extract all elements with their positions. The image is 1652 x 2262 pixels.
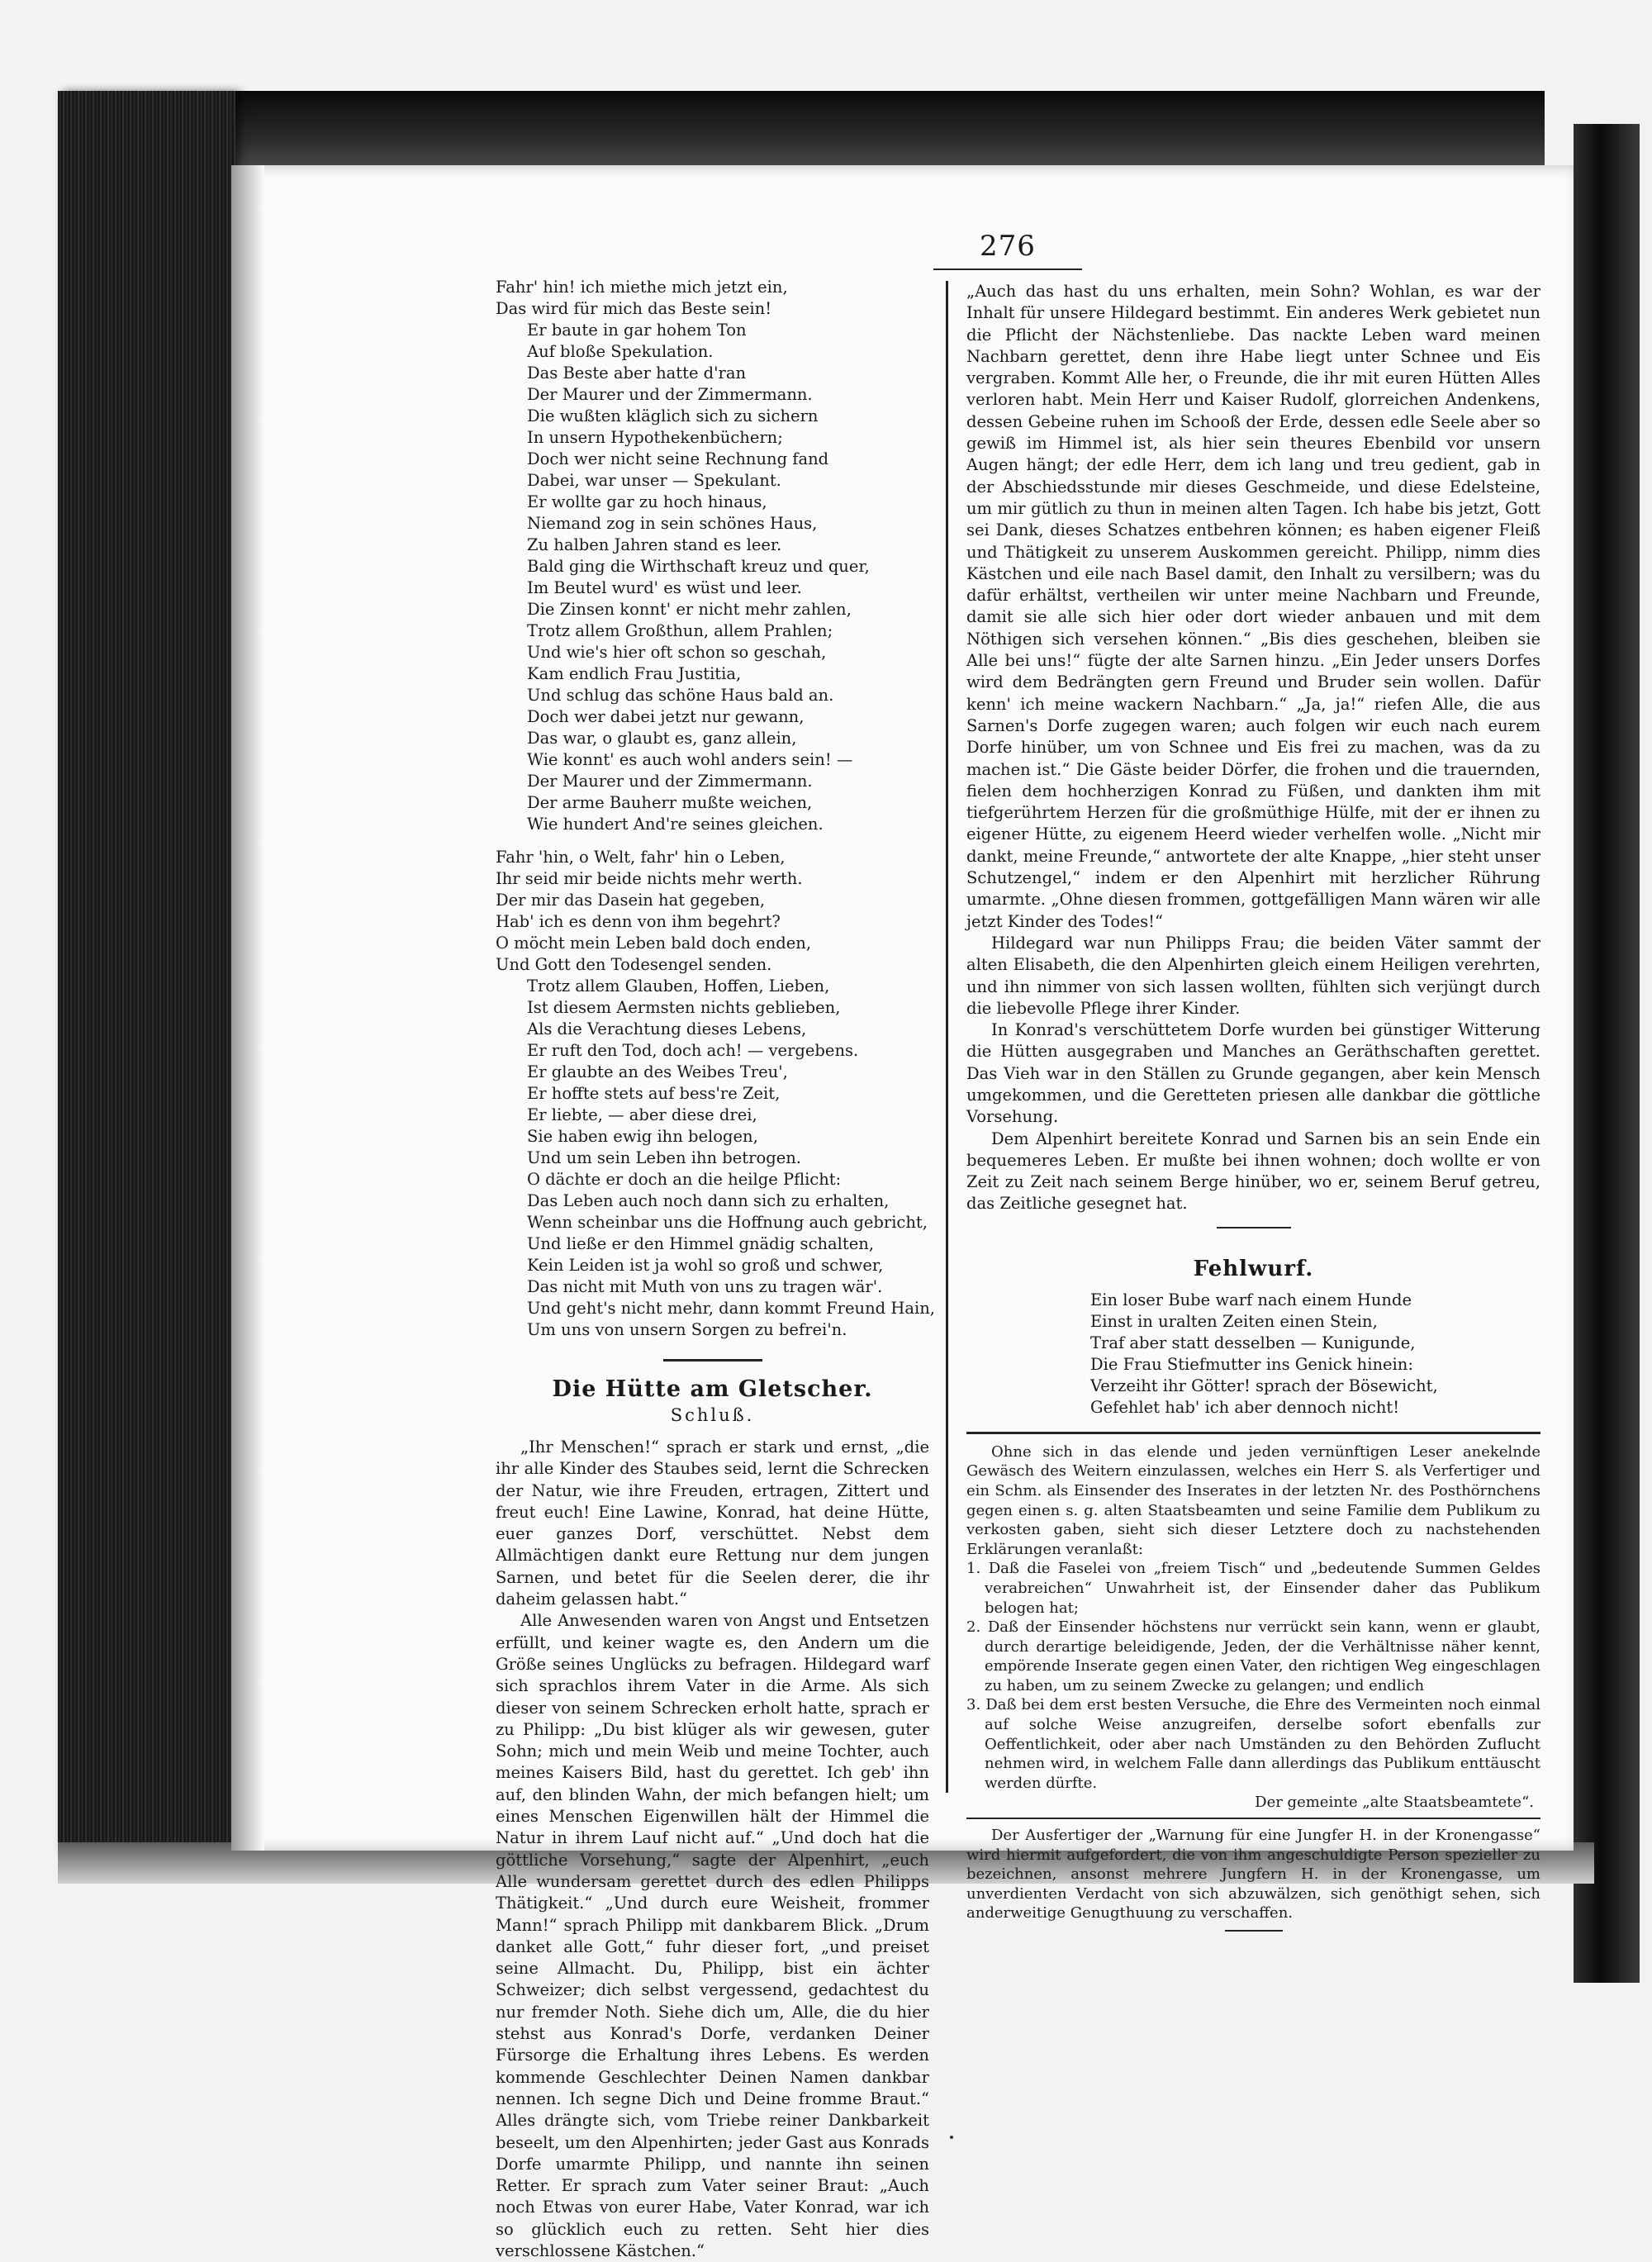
story-paragraph: Dem Alpenhirt bereitete Konrad und Sarnen bis an sein Ende ein bequemeres Leben. Er mußte bei ihnen wohnen; doch wollte er von Zeit zu Zeit nach seinem Berge hinüber, wo er, seinem Beruf getreu, das Zeitliche gesegnet hat. (966, 1129, 1540, 1214)
poem-line: Auf bloße Spekulation. (527, 342, 714, 361)
poem-line: Das Leben auch noch dann sich zu erhalten, (527, 1191, 890, 1210)
poem-line: Sie haben ewig ihn belogen, (527, 1127, 758, 1146)
page-number-rule (933, 268, 1082, 270)
poem-line: Um uns von unsern Sorgen zu befrei'n. (527, 1320, 847, 1339)
poem-line: Fahr' hin! ich miethe mich jetzt ein, (496, 278, 788, 297)
poem-stanza-2 (496, 847, 935, 1341)
story-title: Die Hütte am Gletscher. (552, 1376, 873, 1402)
poem-line: Fahr 'hin, o Welt, fahr' hin o Leben, (496, 848, 786, 867)
epigram-line: Gefehlet hab' ich aber dennoch nicht! (1090, 1397, 1400, 1417)
poem-line: Der mir das Dasein hat gegeben, (496, 891, 766, 910)
story-text (496, 1437, 929, 2262)
notice-intro: Ohne sich in das elende und jeden vernünftigen Leser anekelnde Gewäsch des Weitern einzulassen, welches ein Herr S. als Verfertiger und ein Schm. als Einsender des Inserates in der letzten Nr. des Posthörnchens gegen einen s. g. alten Staatsbeamten und seine Familie dem Publikum zu verkosten gaben, sieht sich dieser Letztere doch zu nachstehenden Erklärungen veranlaßt: (966, 1442, 1540, 1558)
epigram-line: Ein loser Bube warf nach einem Hunde (1090, 1290, 1412, 1309)
epigram-line: Traf aber statt desselben — Kunigunde, (1090, 1333, 1416, 1352)
page-number: 276 (980, 230, 1036, 263)
poem-line: Kein Leiden ist ja wohl so groß und schwer, (527, 1256, 884, 1275)
notice-divider (966, 1818, 1540, 1819)
poem-line: Als die Verachtung dieses Lebens, (527, 1019, 807, 1038)
poem-line: Der arme Bauherr mußte weichen, (527, 793, 813, 812)
poem-line: Er glaubte an des Weibes Treu', (527, 1062, 788, 1081)
book-page-edges (58, 91, 235, 1851)
column-divider (946, 281, 948, 1793)
notice-second: Der Ausfertiger der „Warnung für eine Jungfer H. in der Kronengasse“ wird hiermit aufgefordert, die von ihm angeschuldigte Person spezieller zu bezeichnen, ansonst mehrere Jungfern H. in der Kronengasse, um unverdienten Verdacht von sich abzuwälzen, sich genöthigt sehen, sich anderweitige Genugthuung zu verschaffen. (966, 1827, 1540, 1922)
poem-stanza-1 (496, 277, 929, 835)
poem-line: Dabei, war unser — Spekulant. (527, 471, 781, 490)
right-column (966, 281, 1540, 1932)
poem-line: Die wußten kläglich sich zu sichern (527, 406, 819, 425)
poem-line: O dächte er doch an die heilge Pflicht: (527, 1170, 842, 1189)
notice-divider (966, 1432, 1540, 1434)
poem-line: Hab' ich es denn von ihm begehrt? (496, 912, 781, 931)
poem-line: Das Beste aber hatte d'ran (527, 364, 747, 383)
section-divider (1217, 1227, 1291, 1228)
poem-line: Ist diesem Aermsten nichts geblieben, (527, 998, 841, 1017)
story-paragraph: „Auch das hast du uns erhalten, mein Sohn? Wohlan, es war der Inhalt für unsere Hildegard bestimmt. Ein anderes Werk gebietet nun die Pflicht der Nächstenliebe. Das nackte Leben ward meinen Nachbarn gerettet, denn ihre Habe liegt unter Schnee und Eis vergraben. Kommt Alle her, o Freunde, die ihr mit euren Hütten Alles verloren habt. Mein Herr und Kaiser Rudolf, glorreichen Andenkens, dessen Gebeine ruhen im Schooß der Erde, dessen edle Seele aber so gewiß im Himmel ist, als hier sein theures Ebenbild vor unsern Augen hängt; der edle Herr, dem ich lang und treu gedient, gab in der Abschiedsstunde mir dieses Geschmeide, und diese Edelsteine, um mir gütlich zu thun in meinen alten Tagen. Ich habe bis jetzt, Gott sei Dank, dieses Schatzes entbehren können; es haben eigener Fleiß und Thätigkeit zu unserem Auskommen gereicht. Philipp, nimm dies Kästchen und eile nach Basel damit, den Inhalt zu versilbern; was du dafür erhältst, vertheilen wir unter meine Nachbarn und Freunde, damit sie alle sich hier oder dort wieder anbauen und mit dem Nöthigen sich versehen können.“ „Bis dies geschehen, bleiben sie Alle bei uns!“ fügte der alte Sarnen hinzu. „Ein Jeder unsers Dorfes wird dem Bedrängten gern Freund und Bruder sein wollen. Dafür kenn' ich meine wackern Nachbarn.“ „Ja, ja!“ riefen Alle, die aus Sarnen's Dorfe zugegen waren; auch folgen wir euch nach eurem Dorfe hinüber, um von Schnee und Eis frei zu machen, was da zu machen ist.“ Die Gäste beider Dörfer, die frohen und die trauernden, fielen dem hochherzigen Konrad zu Füßen, und dankten ihm mit tiefgerührtem Herzen für die großmüthige Hülfe, mit der er ihnen zu eigener Hütte, zu eigenem Heerd wieder verhelfen wolle. „Nicht mir dankt, meine Freunde,“ antwortete der alte Knappe, „hier steht unser Schutzengel,“ indem er den Alpenhirt mit herzlicher Rührung umarmte. „Ohne diesen frommen, gottgefälligen Mann wären wir alle jetzt Kinder des Todes!“ (966, 282, 1540, 931)
page-gutter-shadow (231, 165, 264, 1851)
poem-line: Doch wer dabei jetzt nur gewann, (527, 707, 805, 726)
epigram-line: Die Frau Stiefmutter ins Genick hinein: (1090, 1354, 1413, 1374)
epigram-line: Einst in uralten Zeiten einen Stein, (1090, 1311, 1378, 1331)
poem-line: Er hoffte stets auf bess're Zeit, (527, 1084, 781, 1103)
poem-line: Wenn scheinbar uns die Hoffnung auch gebricht, (527, 1213, 928, 1232)
story-paragraph: „Ihr Menschen!“ sprach er stark und ernst, „die ihr alle Kinder des Staubes seid, lernt die Schrecken der Natur, wie ihre Freuden, ertragen, Zittert und freut euch! Eine Lawine, Konrad, hat deine Hütte, euer ganzes Dorf, verschüttet. Nebst dem Allmächtigen dankt eure Rettung nur dem jungen Sarnen, und betet für die Seelen derer, die ihr daheim gelassen habt.“ (496, 1438, 929, 1609)
poem-line: Der Maurer und der Zimmermann. (527, 772, 813, 791)
end-rule (1225, 1930, 1283, 1932)
poem-line: Er wollte gar zu hoch hinaus, (527, 492, 767, 511)
story-paragraph: Alle Anwesenden waren von Angst und Entsetzen erfüllt, und keiner wagte es, den Andern um die Größe seines Unglücks zu befragen. Hildegard warf sich sprachlos ihrem Vater in die Arme. Als sich dieser von seinem Schrecken erholt hatte, sprach er zu Philipp: „Du bist klüger als wir gewesen, guter Sohn; mich und mein Weib und meine Tochter, auch meines Kaisers Bild, hast du gerettet. Ich geb' ihn auf, den blinden Wahn, der mich befangen hielt; um eines Menschen Eigenwillen hält der Himmel die Natur in ihrem Lauf nicht auf.“ „Und doch hat die göttliche Vorsehung,“ sagte der Alpenhirt, „euch Alle wundersam gerettet durch des edlen Philipps Thätigkeit.“ „Und durch eure Weisheit, frommer Mann!“ sprach Philipp mit dankbarem Blick. „Drum danket alle Gott,“ fuhr dieser fort, „und preiset seine Allmacht. Du, Philipp, bist ein ächter Schweizer; dich selbst vergessend, gedachtest du nur fremder Noth. Siehe dich um, Alle, die du hier stehst aus Konrad's Dorfe, verdanken Deiner Fürsorge die Erhaltung ihres Lebens. Es werden kommende Geschlechter Deinen Namen dankbar nennen. Ich segne Dich und Deine fromme Braut.“ Alles drängte sich, vom Triebe reiner Dankbarkeit beseelt, um den Alpenhirten; jeder Gast aus Konrads Dorfe umarmte Philipp, und nannte ihn seinen Retter. Er sprach zum Vater seiner Braut: „Auch noch Etwas von eurer Habe, Vater Konrad, war ich so glücklich euch zu retten. Seht hier dies verschlossene Kästchen.“ (496, 1611, 929, 2260)
poem-line: O möcht mein Leben bald doch enden, (496, 934, 812, 953)
poem-line: Er liebte, — aber diese drei, (527, 1105, 757, 1124)
section-divider (663, 1359, 762, 1361)
poem-line: In unsern Hypothekenbüchern; (527, 428, 783, 447)
story-paragraph: In Konrad's verschüttetem Dorfe wurden bei günstiger Witterung die Hütten ausgegraben und Manches an Geräthschaften gerettet. Das Vieh war in den Ställen zu Grunde gegangen, aber kein Mensch umgekommen, und die Geretteten priesen alle dankbar die göttliche Vorsehung. (966, 1020, 1540, 1127)
story-paragraph: Hildegard war nun Philipps Frau; die beiden Väter sammt der alten Elisabeth, die den Alpenhirten gleich einem Heiligen verehrten, und ihn nimmer von sich lassen wollten, fühlten sich verjüngt durch die liebevolle Pflege ihrer Kinder. (966, 933, 1540, 1018)
poem-line: Und wie's hier oft schon so geschah, (527, 643, 827, 662)
poem-line: Trotz allem Glauben, Hoffen, Lieben, (527, 977, 830, 996)
poem-line: Der Maurer und der Zimmermann. (527, 385, 813, 404)
poem (496, 277, 935, 1341)
poem-line: Das nicht mit Muth von uns zu tragen wär'. (527, 1277, 883, 1296)
poem-line: Und ließe er den Himmel gnädig schalten, (527, 1234, 875, 1253)
notice-item: 3. Daß bei dem erst besten Versuche, die Ehre des Vermeinten noch einmal auf solche Weise anzugreifen, derselbe sofort ebenfalls zur Oeffentlichkeit, oder aber nach Umständen zu den Behörden Zuflucht nehmen wird, in welchem Falle dann allerdings das Publikum enttäuscht werden dürfte. (966, 1696, 1540, 1792)
book-top-edge (58, 91, 1545, 169)
story-subtitle: Schluß. (670, 1405, 755, 1425)
story-continuation (966, 281, 1540, 1215)
poem-line: Niemand zog in sein schönes Haus, (527, 514, 818, 533)
public-notice (966, 1442, 1540, 1932)
poem-line: Wie konnt' es auch wohl anders sein! — (527, 750, 853, 769)
poem-line: Im Beutel wurd' es wüst und leer. (527, 578, 802, 597)
poem-line: Doch wer nicht seine Rechnung fand (527, 449, 829, 468)
notice-signature: Der gemeinte „alte Staatsbeamtete“. (1255, 1794, 1534, 1812)
poem-line: Das war, o glaubt es, ganz allein, (527, 729, 797, 748)
poem-line: Und Gott den Todesengel senden. (496, 955, 772, 974)
stanza-gap (496, 835, 929, 847)
poem-line: Ihr seid mir beide nichts mehr werth. (496, 869, 803, 888)
notice-item: 1. Daß die Faselei von „freiem Tisch“ und „bedeutende Summen Geldes verabreichen“ Unwahrheit ist, der Einsender daher das Publikum belogen hat; (966, 1560, 1540, 1617)
poem-line: Kam endlich Frau Justitia, (527, 664, 742, 683)
poem-line: Wie hundert And're seines gleichen. (527, 815, 824, 834)
poem-line: Er baute in gar hohem Ton (527, 321, 747, 340)
poem-line: Und um sein Leben ihn betrogen. (527, 1148, 801, 1167)
scan-speck (950, 2136, 953, 2139)
poem-line: Bald ging die Wirthschaft kreuz und quer, (527, 557, 870, 576)
epigram (966, 1290, 1540, 1419)
epigram-title: Fehlwurf. (1193, 1256, 1314, 1281)
poem-line: Die Zinsen konnt' er nicht mehr zahlen, (527, 600, 852, 619)
scanned-page (231, 165, 1574, 2260)
epigram-line: Verzeiht ihr Götter! sprach der Bösewicht, (1090, 1376, 1438, 1395)
poem-line: Und geht's nicht mehr, dann kommt Freund Hain, (527, 1299, 935, 1318)
poem-line: Zu halben Jahren stand es leer. (527, 535, 782, 554)
scan-background (0, 0, 1652, 91)
left-column (496, 277, 935, 2262)
poem-line: Das wird für mich das Beste sein! (496, 299, 772, 318)
book-right-edge (1574, 124, 1640, 1983)
poem-line: Und schlug das schöne Haus bald an. (527, 686, 834, 705)
poem-line: Trotz allem Großthun, allem Prahlen; (527, 621, 833, 640)
poem-line: Er ruft den Tod, doch ach! — vergebens. (527, 1041, 859, 1060)
notice-item: 2. Daß der Einsender höchstens nur verrückt sein kann, wenn er glaubt, durch derartige beleidigende, Jeden, der die Verhältnisse näher kennt, empörende Inserate gegen einen Vater, den richtigen Weg eingeschlagen zu haben, um zu seinem Zwecke zu gelangen; und endlich (966, 1618, 1540, 1694)
